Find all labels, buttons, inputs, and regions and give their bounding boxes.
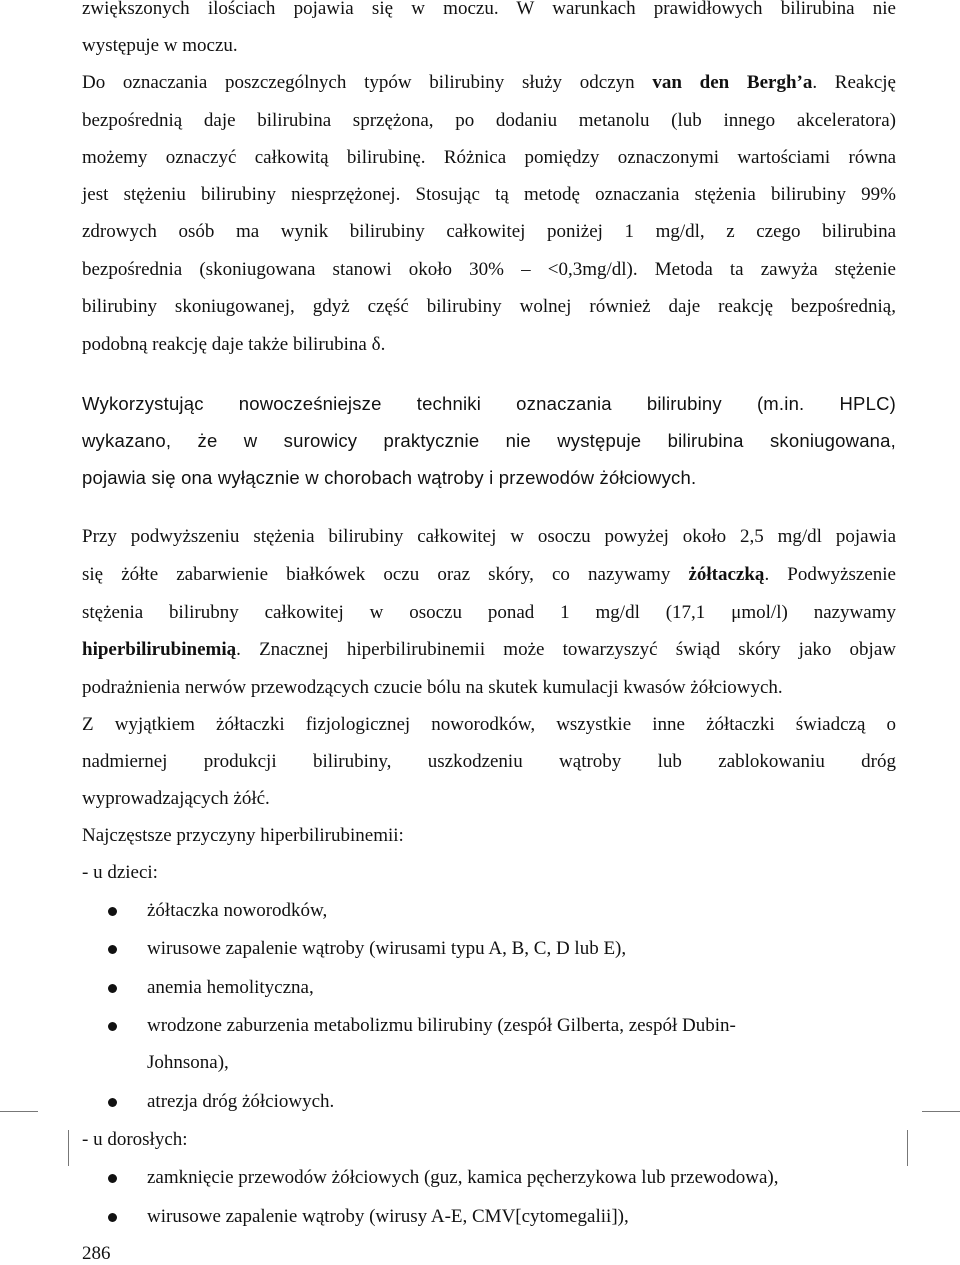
list-item: atrezja dróg żółciowych. [147,1091,335,1112]
crop-mark [0,1111,38,1112]
text-line: nadmiernej produkcji bilirubiny, uszkodzeniu wątroby lub zablokowaniu dróg [82,751,896,772]
sans-line: Wykorzystując nowocześniejsze techniki oznaczania bilirubiny (m.in. HPLC) [82,393,896,414]
text-line: podrażnienia nerwów przewodzących czucie bólu na skutek kumulacji kwasów żółciowych. [82,677,783,698]
bullet-icon [108,1098,117,1107]
text-line: możemy oznaczyć całkowitą bilirubinę. Różnica pomiędzy oznaczonymi wartościami równa [82,147,896,168]
list-item: anemia hemolityczna, [147,977,314,998]
text-line: Przy podwyższeniu stężenia bilirubiny całkowitej w osoczu powyżej około 2,5 mg/dl pojawia [82,526,896,547]
bullet-icon [108,1174,117,1183]
text-line: się żółte zabarwienie białkówek oczu oraz skóry, co nazywamy żółtaczką. Podwyższenie [82,564,896,585]
text-line: bilirubiny skoniugowanej, gdyż część bilirubiny wolnej również daje reakcję bezpośrednią, [82,296,896,317]
text-line: zdrowych osób ma wynik bilirubiny całkowitej poniżej 1 mg/dl, z czego bilirubina [82,221,896,242]
bullet-icon [108,1213,117,1222]
list-item-continuation: Johnsona), [147,1052,229,1073]
bullet-icon [108,984,117,993]
text-line: hiperbilirubinemią. Znacznej hiperbilirubinemii może towarzyszyć świąd skóry jako objaw [82,639,896,660]
bold-term: van den Bergh’a [652,72,813,93]
list-heading-children: - u dzieci: [82,862,158,883]
bullet-icon [108,945,117,954]
text-line: podobną reakcję daje także bilirubina δ. [82,334,386,355]
sans-line: pojawia się ona wyłącznie w chorobach wątroby i przewodów żółciowych. [82,467,697,488]
bold-term: hiperbilirubinemią [82,639,237,660]
text-line: Do oznaczania poszczególnych typów bilirubiny służy odczyn van den Bergh’a. Reakcję [82,72,896,93]
text-line: Z wyjątkiem żółtaczki fizjologicznej noworodków, wszystkie inne żółtaczki świadczą o [82,714,896,735]
text-line: jest stężeniu bilirubiny niesprzężonej. Stosując tą metodę oznaczania stężenia bilirubiny 99% [82,184,896,205]
crop-mark [907,1130,908,1166]
bold-term: żółtaczką [688,564,765,585]
list-item: zamknięcie przewodów żółciowych (guz, kamica pęcherzykowa lub przewodowa), [147,1167,779,1188]
text-line: stężenia bilirubny całkowitej w osoczu ponad 1 mg/dl (17,1 μmol/l) nazywamy [82,602,896,623]
text-line: wyprowadzających żółć. [82,788,270,809]
text-line: występuje w moczu. [82,35,238,56]
list-item: wirusowe zapalenie wątroby (wirusy A-E, CMV[cytomegalii]), [147,1206,629,1227]
text-line: Najczęstsze przyczyny hiperbilirubinemii: [82,825,404,846]
text-line: zwiększonych ilościach pojawia się w moczu. W warunkach prawidłowych bilirubina nie [82,0,896,19]
crop-mark [922,1111,960,1112]
crop-mark [68,1130,69,1166]
text-line: bezpośrednia (skoniugowana stanowi około 30% – <0,3mg/dl). Metoda ta zawyża stężenie [82,259,896,280]
bullet-icon [108,1022,117,1031]
sans-line: wykazano, że w surowicy praktycznie nie występuje bilirubina skoniugowana, [82,430,896,451]
list-heading-adults: - u dorosłych: [82,1129,188,1150]
list-item: żółtaczka noworodków, [147,900,328,921]
bullet-icon [108,907,117,916]
text-line: bezpośrednią daje bilirubina sprzężona, po dodaniu metanolu (lub innego akceleratora) [82,110,896,131]
list-item: wirusowe zapalenie wątroby (wirusami typu A, B, C, D lub E), [147,938,627,959]
list-item: wrodzone zaburzenia metabolizmu bilirubiny (zespół Gilberta, zespół Dubin- [147,1015,736,1036]
page-number: 286 [82,1243,111,1264]
